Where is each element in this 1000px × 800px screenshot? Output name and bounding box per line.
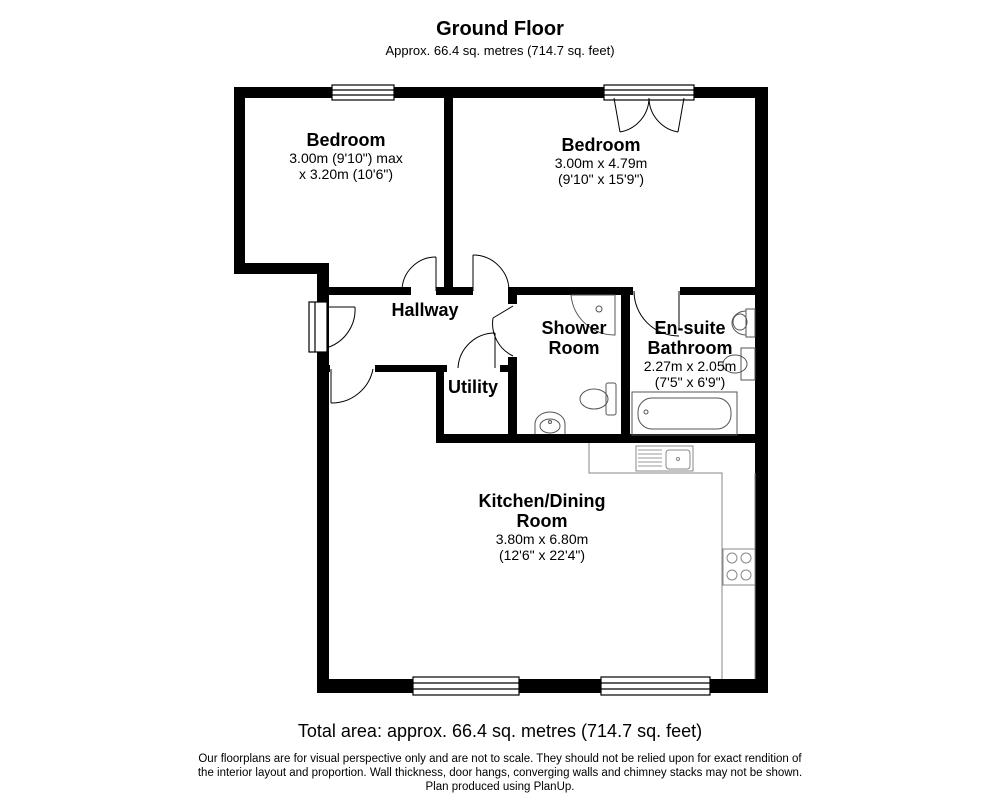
disclaimer-line-1: Our floorplans are for visual perspective only and are not to scale. They should not be relied upon for exact rendition of bbox=[198, 753, 802, 765]
room-name: Shower bbox=[541, 318, 607, 338]
wall-ensuite-top-right bbox=[680, 287, 768, 295]
room-dimensions-imperial: x 3.20m (10'6") bbox=[298, 166, 393, 182]
wall-hall-top-left bbox=[317, 287, 411, 295]
window-bedroom2 bbox=[604, 85, 694, 100]
door-front bbox=[329, 307, 355, 347]
room-name: En-suite bbox=[654, 318, 726, 338]
room-dimensions-imperial: (12'6" x 22'4") bbox=[498, 547, 586, 563]
room-bedroom-2 bbox=[521, 135, 681, 187]
room-utility bbox=[438, 377, 508, 397]
hob bbox=[723, 549, 755, 585]
room-shower bbox=[524, 318, 624, 358]
disclaimer bbox=[0, 752, 1000, 794]
door-shower bbox=[493, 306, 513, 356]
wall-left-bedroom bbox=[234, 87, 245, 274]
room-dimensions: 3.80m x 6.80m bbox=[495, 531, 589, 547]
french-doors-bedroom2 bbox=[614, 98, 684, 132]
wall-hall-top-mid bbox=[436, 287, 473, 295]
room-dimensions-imperial: (9'10" x 15'9") bbox=[557, 171, 645, 187]
floor-area-subtitle: Approx. 66.4 sq. metres (714.7 sq. feet) bbox=[385, 43, 615, 58]
room-kitchen-dining bbox=[452, 491, 632, 563]
room-hallway bbox=[375, 300, 475, 320]
window-kitchen-2 bbox=[601, 677, 710, 695]
disclaimer-line-2: the interior layout and proportion. Wall thickness, door hangs, converging walls and chimney stacks may not be shown. bbox=[197, 767, 803, 779]
room-dimensions: 2.27m x 2.05m bbox=[643, 358, 737, 374]
room-name-line-2: Room bbox=[516, 511, 568, 531]
wall-right bbox=[755, 87, 768, 693]
floor-title: Ground Floor bbox=[436, 18, 564, 40]
kitchen-sink bbox=[636, 446, 693, 471]
door-kitchen bbox=[331, 369, 373, 403]
wall-hall-bottom-c bbox=[500, 365, 517, 372]
window-bedroom1 bbox=[332, 85, 394, 100]
door-utility bbox=[458, 333, 495, 368]
door-bedroom2 bbox=[473, 255, 509, 291]
door-bedroom1 bbox=[402, 257, 436, 291]
sink-shower bbox=[535, 412, 565, 434]
room-bedroom-1 bbox=[266, 130, 426, 182]
room-dimensions: 3.00m x 4.79m bbox=[554, 155, 648, 171]
room-dimensions-imperial: (7'5" x 6'9") bbox=[654, 374, 726, 390]
wall-between-bedrooms bbox=[444, 87, 453, 289]
disclaimer-line-3: Plan produced using PlanUp. bbox=[425, 781, 575, 793]
wall-hall-top-right bbox=[514, 287, 623, 295]
room-ensuite bbox=[630, 318, 750, 390]
room-dimensions: 3.00m (9'10") max bbox=[289, 150, 403, 166]
room-name: Bedroom bbox=[561, 135, 641, 155]
room-name: Kitchen/Dining bbox=[478, 491, 606, 511]
total-area: Total area: approx. 66.4 sq. metres (714.7 sq. feet) bbox=[297, 721, 703, 741]
wall-step bbox=[234, 263, 329, 274]
room-name-line-2: Bathroom bbox=[647, 338, 733, 358]
wall-shower-ensuite bbox=[621, 287, 630, 443]
room-name-line-2: Room bbox=[548, 338, 600, 358]
room-name: Utility bbox=[447, 377, 498, 397]
room-name: Hallway bbox=[391, 300, 459, 320]
bath bbox=[632, 392, 737, 435]
room-name: Bedroom bbox=[306, 130, 386, 150]
front-door-frame bbox=[309, 302, 327, 352]
toilet-shower bbox=[580, 383, 616, 415]
window-kitchen-1 bbox=[413, 677, 519, 695]
wall-hall-bottom-a bbox=[317, 365, 330, 372]
